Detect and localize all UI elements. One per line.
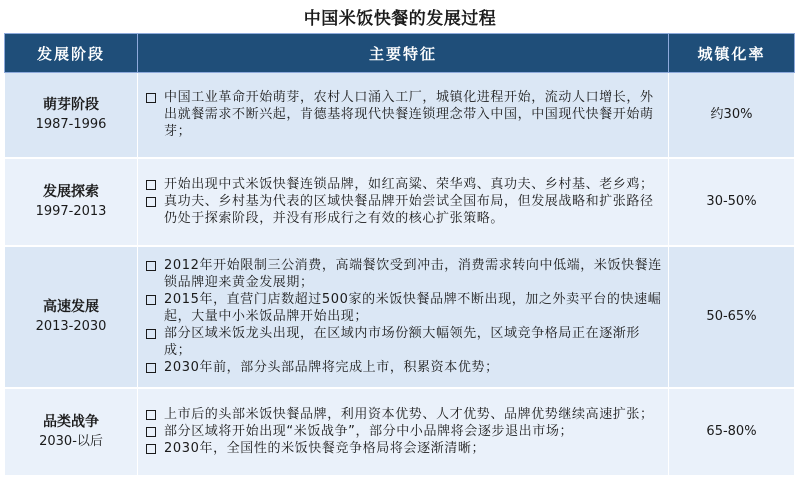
stage-name: 高速发展 [43, 298, 99, 315]
square-bullet-icon [146, 197, 156, 207]
table-row [5, 388, 795, 476]
urbanization-rate: 50-65% [669, 246, 795, 388]
stage-cell [5, 388, 138, 476]
table-row [5, 73, 795, 158]
square-bullet-icon [146, 427, 156, 437]
page-title: 中国米饭快餐的发展过程 [303, 9, 497, 29]
feature-item: 部分区域米饭龙头出现，在区域内市场份额大幅领先，区域竞争格局正在逐渐形成； [146, 325, 664, 359]
feature-item: 2012年开始限制三公消费，高端餐饮受到冲击，消费需求转向中低端，米饭快餐连锁品牌迎来黄金发展期； [146, 257, 664, 291]
table-row [5, 158, 795, 246]
feature-item: 上市后的头部米饭快餐品牌，利用资本优势、人才优势、品牌优势继续高速扩张； [146, 406, 664, 423]
feature-item: 开始出现中式米饭快餐连锁品牌，如红高粱、荣华鸡、真功夫、乡村基、老乡鸡； [146, 176, 664, 193]
header-features: 主要特征 [138, 34, 669, 73]
features-cell [138, 388, 669, 476]
features-cell [138, 73, 669, 158]
square-bullet-icon [146, 93, 156, 103]
feature-item: 2015年，直营门店数超过500家的米饭快餐品牌不断出现，加之外卖平台的快速崛起，大量中小米饭品牌开始出现； [146, 291, 664, 325]
square-bullet-icon [146, 295, 156, 305]
feature-item: 真功夫、乡村基为代表的区域快餐品牌开始尝试全国布局，但发展战略和扩张路径仍处于探索阶段，并没有形成行之有效的核心扩张策略。 [146, 193, 664, 227]
square-bullet-icon [146, 363, 156, 373]
stage-cell [5, 158, 138, 246]
features-cell [138, 246, 669, 388]
stage-years: 1987-1996 [35, 116, 107, 132]
feature-item: 2030年前，部分头部品牌将完成上市，积累资本优势； [146, 359, 664, 376]
stage-name: 品类战争 [43, 413, 99, 430]
stage-cell [5, 73, 138, 158]
stage-years: 2030-以后 [39, 433, 103, 449]
features-cell [138, 158, 669, 246]
stage-cell [5, 246, 138, 388]
stage-name: 萌芽阶段 [43, 96, 99, 113]
stage-years: 2013-2030 [35, 318, 107, 334]
square-bullet-icon [146, 329, 156, 339]
square-bullet-icon [146, 180, 156, 190]
urbanization-rate: 约30% [669, 73, 795, 158]
stage-name: 发展探索 [43, 183, 99, 200]
feature-item: 部分区域将开始出现“米饭战争”，部分中小品牌将会逐步退出市场； [146, 423, 664, 440]
stage-years: 1997-2013 [35, 203, 107, 219]
urbanization-rate: 65-80% [669, 388, 795, 476]
feature-item: 2030年，全国性的米饭快餐竞争格局将会逐渐清晰； [146, 440, 664, 457]
feature-item: 中国工业革命开始萌芽，农村人口涌入工厂，城镇化进程开始，流动人口增长，外出就餐需求不断兴起，肯德基将现代快餐连锁理念带入中国，中国现代快餐开始萌芽； [146, 89, 664, 140]
square-bullet-icon [146, 261, 156, 271]
table-row [5, 246, 795, 388]
square-bullet-icon [146, 444, 156, 454]
square-bullet-icon [146, 410, 156, 420]
header-stage: 发展阶段 [5, 34, 138, 73]
table-header-row [5, 34, 795, 73]
development-table [4, 33, 795, 477]
urbanization-rate: 30-50% [669, 158, 795, 246]
header-urbanization: 城镇化率 [669, 34, 795, 73]
